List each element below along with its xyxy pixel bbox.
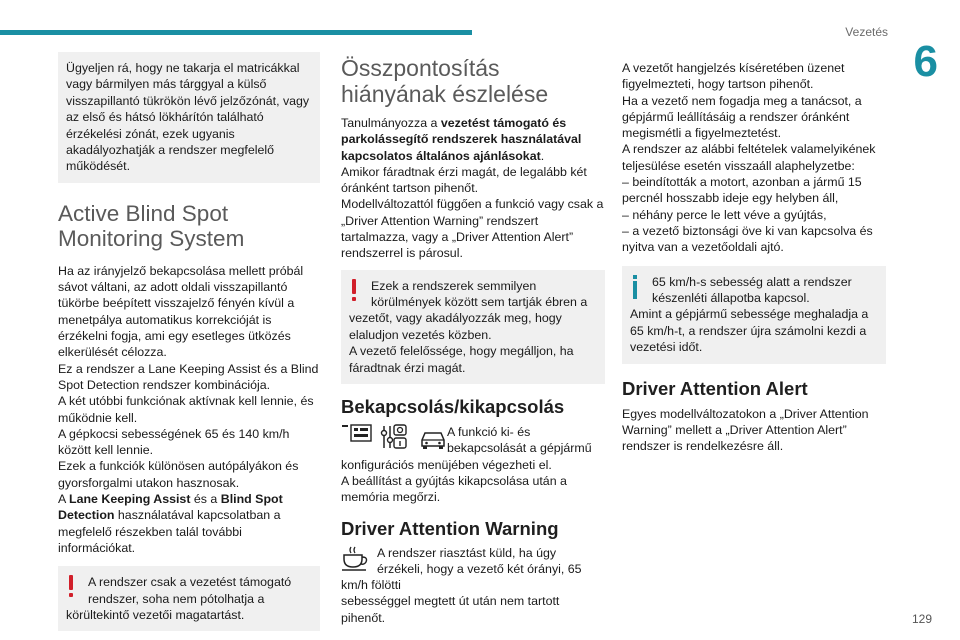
info-lead-text: 65 km/h-s sebesség alatt a rendszer készenléti állapotba kapcsol. [652,274,852,305]
section-label: Vezetés [845,25,888,39]
daw-lead-text: A rendszer riasztást küld, ha úgy érzékeli, hogy a vezető két órányi, 65 km/h fölötti [341,545,582,593]
onoff-lead-text: A funkció ki- és bekapcsolását a gépjármű [447,425,592,456]
warning-lead-text: A rendszer csak a vezetést támogató rendszer, soha nem pótolhatja a [88,575,292,606]
page-number: 129 [911,612,932,626]
chapter-number: 6 [913,37,938,86]
daw-rest-text: sebességgel megtett út után nem tartott pihenőt. [341,594,560,625]
list-item: – beindították a motort, azonban a jármű 15 percnél hosszabb ideje egy helyben áll, [622,175,862,206]
intro-paragraph [341,115,605,164]
warning-rest-text-1: vezetőt, vagy akadályozzák meg, hogy elaludjon vezetés közben. [349,311,562,342]
subheading-onoff: Bekapcsolás/kikapcsolás [341,396,565,418]
warning-rest-text-2: A vezető felelőssége, hogy megálljon, ha fáradtnak érzi magát. [349,344,574,375]
onoff-rest-text-2: A beállítást a gyújtás kikapcsolása után a memória megőrzi. [341,474,567,505]
text-run: A [58,492,70,506]
note-text: Ügyeljen rá, hogy ne takarja el matricákkal vagy bármilyen más tárggyal a külső visszapillantó tükrökön lévő jelzőzónát, vagy az első és hátsó lökhárítón található érzékelési zónát, ezek ugyanis akadályozhatják a rendszer megfelelő működését. [66,61,310,174]
abs-paragraph-6 [58,491,320,556]
onoff-block [341,424,605,505]
daw-paragraph-3: A rendszer az alábbi feltételek valamelyikének teljesülése esetén visszaáll alaphelyzetbe: [622,142,876,173]
column-2 [341,55,605,626]
column-3 [622,60,886,454]
list-item: – néhány perce le lett véve a gyújtás, [622,207,827,222]
daa-paragraph: Egyes modellváltozatokon a „Driver Attention Warning” mellett a „Driver Attention Alert” rendszer is rendelkezésre áll. [622,406,869,454]
section-heading-text: Active Blind Spot Monitoring System [58,200,245,251]
abs-paragraph-3: A két utóbbi funkciónak aktívnak kell lennie, és működnie kell. [58,394,314,425]
onoff-rest-text-1: konfigurációs menüjében végezheti el. [341,457,552,472]
info-box [622,266,886,364]
warning-icon [67,575,75,597]
coffee-cup-icon [341,545,371,573]
menu-icons-group [341,424,447,454]
warning-box [341,270,605,384]
text-run: Tanulmányozza a [341,116,441,130]
note-box [58,52,320,183]
bold-run-bsd: Blind Spot Detection [58,492,283,523]
info-icon [631,275,639,299]
abs-paragraph-5: Ezek a funkciók különösen autópályákon és gyorsforgalmi utakon hasznosak. [58,459,299,490]
daw-block [341,545,605,626]
bold-run-recommendations: vezetést támogató és parkolássegítő rendszerek használatával kapcsolatos általános ajánlásokat [341,116,582,163]
bold-run-lka: Lane Keeping Assist [69,492,191,506]
list-item: – a vezető biztonsági öve ki van kapcsolva és nyitva van a vezetőoldali ajtó. [622,223,873,255]
info-rest-text: Amint a gépjármű sebessége meghaladja a 65 km/h-t, a rendszer újra számolni kezdi a vezetési időt. [630,307,869,355]
text-run: . [540,148,545,163]
abs-paragraph-1: Ha az irányjelző bekapcsolása mellett próbál sávot váltani, az adott oldali visszapillantó tükörbe beépített visszajelző fényén kívül a menetpálya automatikus korrekcióját is érzékelni fogja, ami egy esetleges ütközés elkerülését célozza. [58,263,304,360]
text-run: és a [190,492,221,506]
warning-box [58,566,320,631]
daw-paragraph-1: A vezetőt hangjelzés kíséretében üzenet figyelmezteti, hogy tartson pihenőt. [622,61,845,92]
daw-paragraph-2: Ha a vezető nem fogadja meg a tanácsot, a gépjármű leállításáig a rendszer óránként megismétli a figyelmeztetést. [622,93,862,141]
attention-paragraph-2: Modellváltozattól függően a funkció vagy csak a „Driver Attention Warning” rendszert tartalmazza, vagy a „Driver Attention Alert” rendszerrel is párosul. [341,197,604,261]
header-accent-bar [0,30,472,35]
warning-rest-text: körültekintő vezetői magatartást. [66,608,245,622]
section-heading-attention: Összpontosítás hiányának észlelése [341,55,549,107]
attention-paragraph-1: Amikor fáradtnak érzi magát, de legalább két óránként tartson pihenőt. [341,164,587,196]
text-run: használatával kapcsolatban a megfelelő részekben talál további információkat. [58,508,281,555]
subheading-daw: Driver Attention Warning [341,517,559,539]
subheading-daa: Driver Attention Alert [622,377,808,399]
warning-icon [350,279,358,301]
menu-screen-icon [341,424,373,444]
car-icon [419,428,447,450]
abs-paragraph-2: Ez a rendszer a Lane Keeping Assist és a Blind Spot Detection rendszer kombinációja. [58,361,319,392]
settings-sliders-icon [379,422,409,452]
section-heading-abs [58,201,320,251]
column-1 [58,52,320,631]
abs-paragraph-4: A gépkocsi sebességének 65 és 140 km/h között kell lennie. [58,426,290,458]
warning-lead-text: Ezek a rendszerek semmilyen körülmények között sem tartják ébren a [371,278,588,310]
